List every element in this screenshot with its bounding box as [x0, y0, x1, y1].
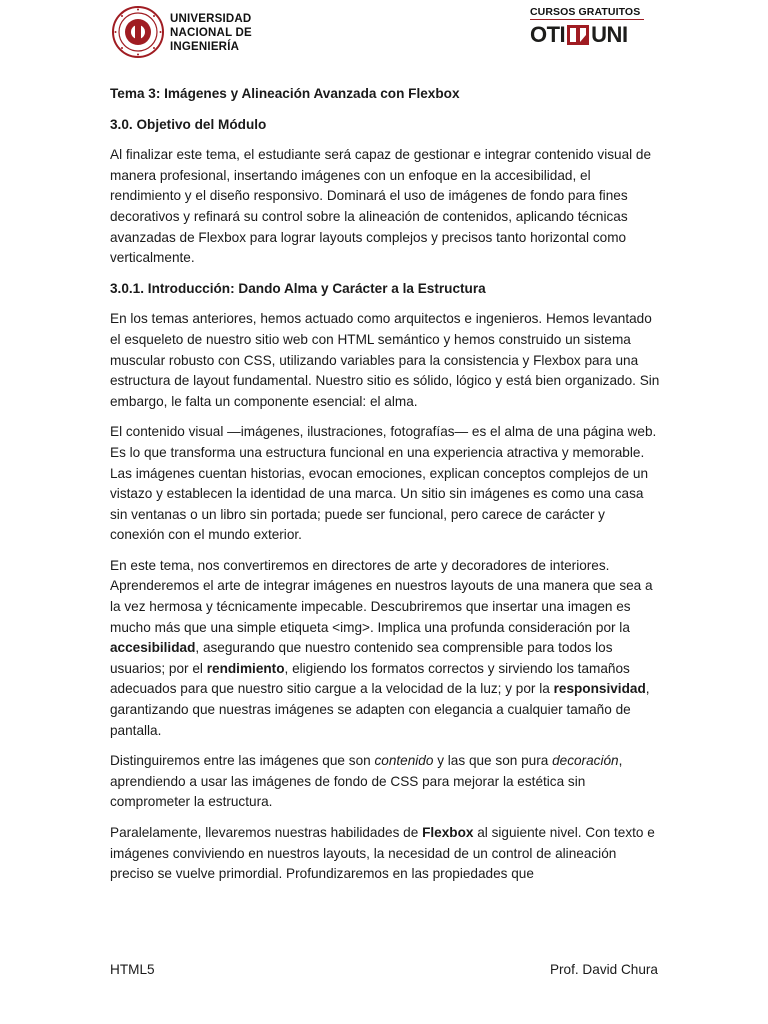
section-heading-objective: 3.0. Objetivo del Módulo — [110, 116, 267, 132]
italic-decoracion: decoración — [552, 753, 619, 769]
oti-uni-wordmark — [530, 23, 645, 47]
university-name-line-3: INGENIERÍA — [170, 41, 240, 53]
paragraph-objective: Al finalizar este tema, el estudiante será capaz de gestionar e integrar contenido visual de manera profesional, insertando imágenes con un enfoque en la accesibilidad, el rendimiento y el diseño responsivo. Dominará el uso de imágenes de fondo para fines decorativos y refinará su control sobre la alineación de contenidos, aplicando técnicas avanzadas de Flexbox para lograr layouts complejos y precisos tanto horizontal como verticalmente. — [110, 147, 652, 266]
footer-course-label: HTML5 — [110, 962, 155, 977]
text-run: Paralelamente, llevaremos nuestras habilidades de — [110, 825, 423, 840]
brand-mark-icon — [567, 25, 589, 45]
text-run: , eligiendo los formatos correctos y sirviendo los tamaños adecuados para que nuestro sitio cargue a la velocidad de la luz; y por la — [110, 660, 630, 697]
text-run: , garantizando que nuestras imágenes se adapten con elegancia a cualquier tamaño de pantalla. — [110, 681, 650, 738]
section-heading-introduction: 3.0.1. Introducción: Dando Alma y Carácter a la Estructura — [110, 280, 486, 296]
bold-flexbox: Flexbox — [422, 825, 474, 840]
document-title: Tema 3: Imágenes y Alineación Avanzada con Flexbox — [110, 86, 460, 101]
page-header — [0, 0, 768, 72]
brand-oti: OTI — [530, 22, 566, 47]
paragraph-intro-3 — [110, 556, 662, 741]
paragraph-intro-2: El contenido visual —imágenes, ilustraciones, fotografías— es el alma de una página web. Es lo que transforma una estructura funcional en una experiencia atractiva y memorable. Las imágenes cuentan historias, evocan emociones, explican conceptos complejos de un vistazo y establecen la identidad de una marca. Un sitio sin imágenes es como una casa sin ventanas o un libro sin portada; puede ser funcional, pero carece de carácter y conexión con el mundo exterior. — [110, 424, 657, 543]
bold-accesibilidad: accesibilidad — [110, 640, 196, 656]
italic-contenido: contenido — [374, 753, 434, 769]
page-footer — [110, 962, 658, 977]
text-run: , asegurando que nuestro contenido sea comprensible para todos los usuarios; por el — [110, 640, 613, 676]
oti-uni-logo — [530, 6, 645, 47]
footer-author: Prof. David Chura — [549, 962, 658, 977]
text-run: al siguiente nivel. Con texto e imágenes conviviendo en nuestros layouts, la necesidad de un control de alineación preciso se vuelve primordial. Profundizaremos en las propiedades que — [110, 825, 655, 882]
bold-responsividad: responsividad — [553, 681, 646, 697]
paragraph-intro-5 — [110, 823, 662, 885]
university-name — [170, 12, 252, 54]
text-run: En este tema, nos convertiremos en directores de arte y decoradores de interiores. Aprenderemos el arte de integrar imágenes en nuestros layouts de una manera que sea a la vez hermosa y técnicamente impecable. Descubriremos que insertar una imagen es mucho más que una simple etiqueta <img>. Implica una profunda consideración por la — [110, 557, 653, 635]
paragraph-intro-4 — [110, 751, 662, 813]
paragraph-intro-1: En los temas anteriores, hemos actuado como arquitectos e ingenieros. Hemos levantado el esqueleto de nuestro sitio web con HTML semántico y hemos construido un sistema muscular robusto con CSS, utilizando variables para la consistencia y Flexbox para una estructura de layout fundamental. Nuestro sitio es sólido, lógico y está bien organizado. Sin embargo, le falta un componente esencial: el alma. — [110, 311, 660, 409]
brand-uni: UNI — [591, 22, 628, 47]
document-body — [110, 84, 662, 895]
university-name-line-2: NACIONAL DE — [170, 27, 252, 39]
bold-rendimiento: rendimiento — [206, 660, 285, 676]
uni-crest-logo — [112, 6, 164, 58]
cursos-gratuitos-label: CURSOS GRATUITOS — [530, 6, 644, 20]
university-name-line-1: UNIVERSIDAD — [170, 13, 252, 25]
text-run: , aprendiendo a usar las imágenes de fondo de CSS para mejorar la estética sin comprometer la estructura. — [110, 753, 623, 810]
text-run: y las que son pura — [433, 753, 553, 769]
text-run: Distinguiremos entre las imágenes que son — [110, 753, 375, 769]
